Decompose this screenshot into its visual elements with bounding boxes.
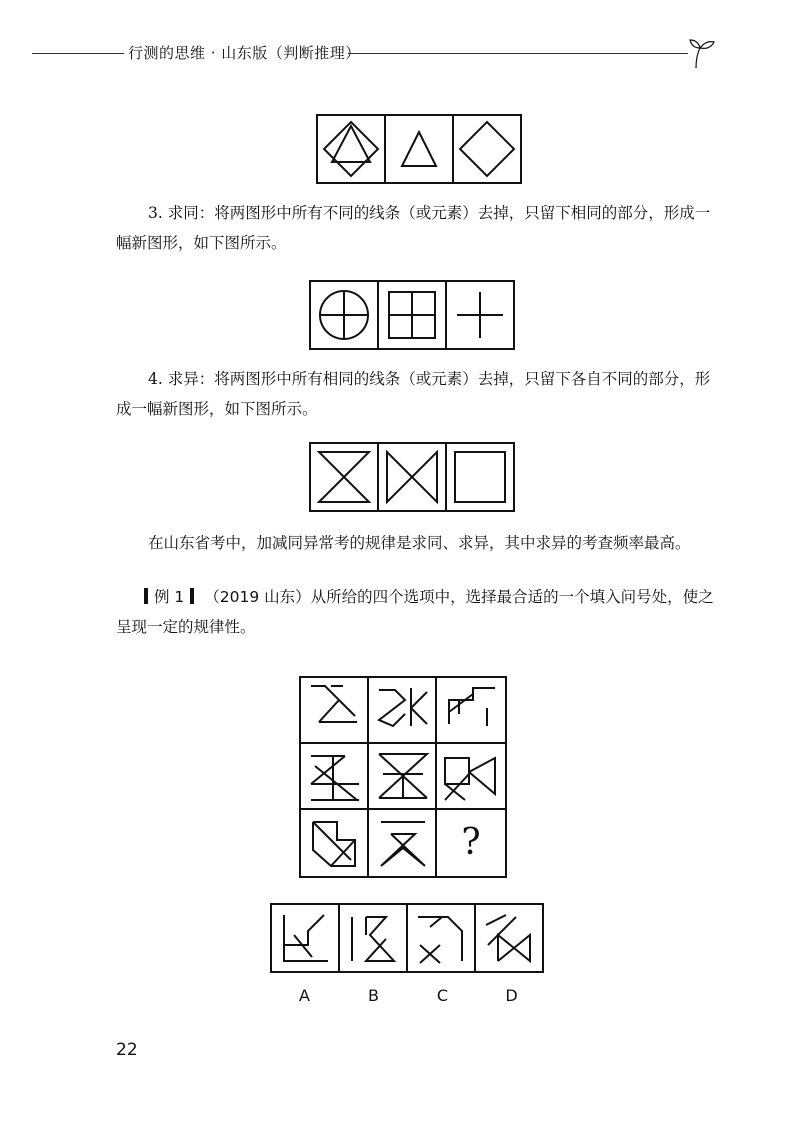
figure-triangle — [386, 116, 454, 182]
option-label-d[interactable]: D — [505, 986, 518, 1005]
option-label-c[interactable]: C — [436, 986, 449, 1005]
figure-qiu-yi — [309, 442, 515, 512]
example-question: （2019 山东）从所给的四个选项中，选择最合适的一个填入问号处，使之呈现一定的规律性。 — [116, 588, 714, 636]
header-rule-right — [348, 53, 688, 54]
answer-options — [270, 903, 544, 973]
sprout-icon — [686, 36, 716, 70]
puzzle-cell-1 — [301, 678, 369, 744]
figure-bowtie — [379, 444, 447, 510]
puzzle-cell-4 — [301, 744, 369, 810]
puzzle-cell-3 — [437, 678, 505, 744]
option-label-b[interactable]: B — [368, 986, 379, 1005]
section-4-text: 4. 求异：将两图形中所有相同的线条（或元素）去掉，只留下各自不同的部分，形成一幅新图形，如下图所示。 — [116, 370, 711, 418]
summary-text: 在山东省考中，加减同异常考的规律是求同、求异，其中求异的考查频率最高。 — [148, 534, 691, 552]
puzzle-cell-5 — [369, 744, 437, 810]
example-marker-left — [144, 588, 148, 604]
running-header — [0, 36, 800, 76]
puzzle-question-mark: ? — [461, 822, 481, 863]
puzzle-cell-6 — [437, 744, 505, 810]
puzzle-grid — [299, 676, 507, 878]
example-label: 例 1 — [154, 588, 185, 606]
figure-qiu-tong — [309, 280, 515, 350]
figure-diamond-triangle — [318, 116, 386, 182]
figure-diamond — [454, 116, 520, 182]
header-title: 行测的思维 · 山东版（判断推理） — [128, 44, 361, 62]
option-b-figure[interactable] — [340, 905, 408, 971]
option-c-figure[interactable] — [408, 905, 476, 971]
figure-cross — [447, 282, 513, 348]
figure-square — [447, 444, 513, 510]
section-3-text: 3. 求同：将两图形中所有不同的线条（或元素）去掉，只留下相同的部分，形成一幅新图形，如下图所示。 — [116, 204, 711, 252]
header-rule-left — [32, 53, 124, 54]
figure-example-top — [316, 114, 522, 184]
option-labels — [270, 986, 546, 1005]
figure-circle-cross — [311, 282, 379, 348]
figure-hourglass — [311, 444, 379, 510]
puzzle-cell-8 — [369, 810, 437, 876]
puzzle-cell-7 — [301, 810, 369, 876]
example-marker-right — [190, 588, 194, 604]
page-number: 22 — [116, 1040, 138, 1060]
example-1 — [116, 582, 726, 642]
option-d-figure[interactable] — [476, 905, 542, 971]
option-a-figure[interactable] — [272, 905, 340, 971]
figure-square-cross — [379, 282, 447, 348]
option-label-a[interactable]: A — [299, 986, 310, 1005]
puzzle-cell-2 — [369, 678, 437, 744]
